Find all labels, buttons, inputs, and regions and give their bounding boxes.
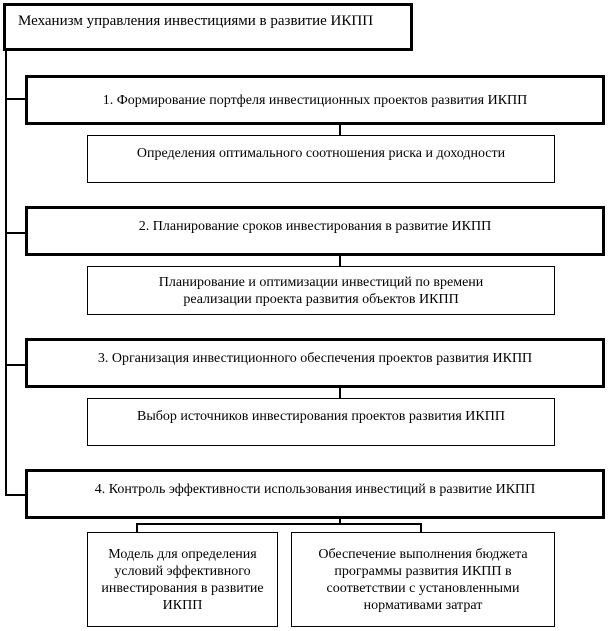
stage-4-detail-right: Обеспечение выполнения бюджета программы развития ИКПП в соответствии с установленными нормативами затрат	[318, 546, 528, 613]
root-title: Механизм управления инвестициями в развитие ИКПП	[18, 13, 374, 29]
stage-1-detail-box	[87, 135, 555, 183]
stage-2-detail-box	[87, 266, 555, 315]
stage-2-detail: Планирование и оптимизации инвестиций по времени реализации проекта развития объектов ИКПП	[158, 274, 484, 307]
root-box	[3, 3, 413, 51]
stage-4-detail-left-box	[87, 532, 278, 627]
stage-3-detail: Выбор источников инвестирования проектов развития ИКПП	[137, 409, 505, 424]
stage-3-box	[25, 338, 605, 388]
stage-2-title: 2. Планирование сроков инвестирования в развитие ИКПП	[138, 219, 492, 234]
stage-4-detail-left: Модель для определения условий эффективного инвестирования в развитие ИКПП	[101, 546, 264, 613]
connector-stage-4-split	[136, 523, 422, 525]
connector-branch-1	[5, 98, 27, 100]
stage-3-detail-box	[87, 398, 555, 446]
stage-3-title: 3. Организация инвестиционного обеспечения проектов развития ИКПП	[97, 351, 533, 366]
stage-1-title: 1. Формирование портфеля инвестиционных проектов развития ИКПП	[102, 92, 528, 108]
stage-4-box	[25, 469, 605, 519]
connector-branch-3	[5, 364, 27, 366]
connector-branch-4	[5, 494, 27, 496]
stage-4-title: 4. Контроль эффективности использования инвестиций в развитие ИКПП	[94, 482, 536, 497]
connector-trunk	[5, 50, 7, 496]
stage-4-detail-right-box	[291, 532, 555, 627]
stage-1-detail: Определения оптимального соотношения риска и доходности	[136, 146, 506, 161]
stage-2-box	[25, 206, 605, 256]
connector-branch-2	[5, 232, 27, 234]
stage-1-box	[25, 75, 605, 125]
